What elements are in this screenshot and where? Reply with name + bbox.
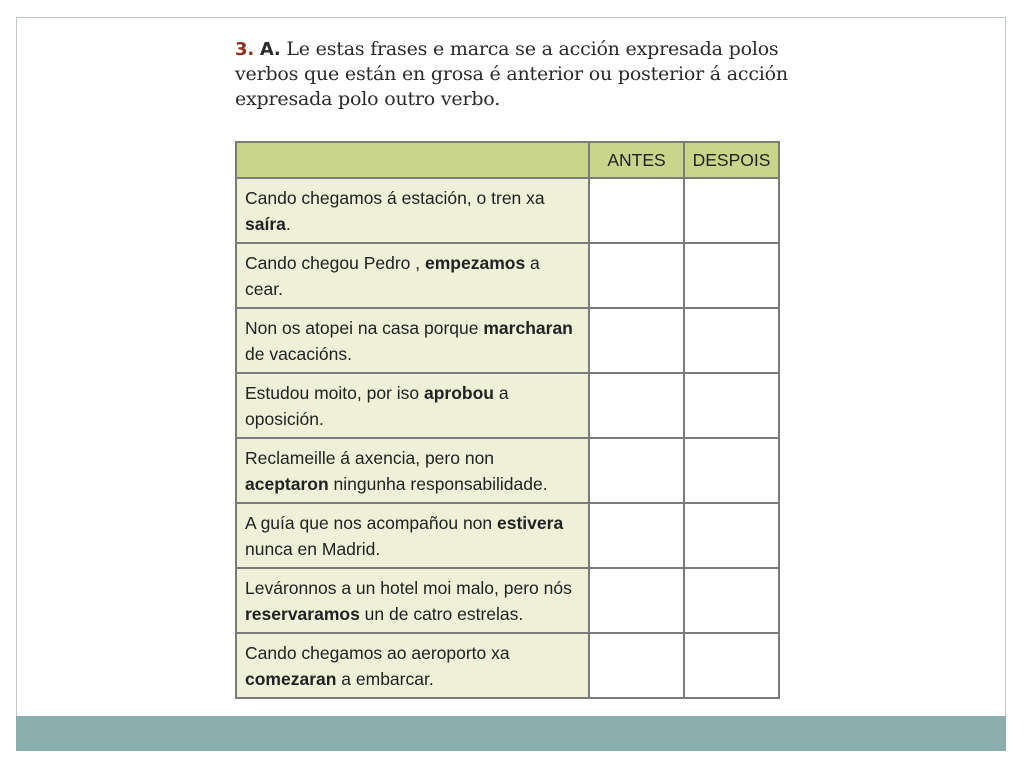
header-despois: DESPOIS [684, 142, 779, 178]
exercise-instructions [235, 37, 795, 112]
table-row [236, 308, 779, 373]
antes-checkbox-cell[interactable] [589, 438, 684, 503]
highlighted-verb: aprobou [423, 382, 494, 403]
header-antes: ANTES [589, 142, 684, 178]
table-row [236, 633, 779, 698]
despois-checkbox-cell[interactable] [684, 373, 779, 438]
despois-checkbox-cell[interactable] [684, 503, 779, 568]
despois-checkbox-cell[interactable] [684, 308, 779, 373]
exercise-number: 3. [235, 39, 254, 60]
sentence-cell: Cando chegou Pedro , empezamos a cear. [236, 243, 589, 308]
sentence-cell: Leváronnos a un hotel moi malo, pero nós reservaramos un de catro estrelas. [236, 568, 589, 633]
sentence-cell: Estudou moito, por iso aprobou a oposición. [236, 373, 589, 438]
sentence-cell: Non os atopei na casa porque marcharan de vacacións. [236, 308, 589, 373]
despois-checkbox-cell[interactable] [684, 438, 779, 503]
header-sentence-column [236, 142, 589, 178]
antes-checkbox-cell[interactable] [589, 503, 684, 568]
table-header-row [236, 142, 779, 178]
antes-checkbox-cell[interactable] [589, 373, 684, 438]
highlighted-verb: saíra [245, 213, 286, 234]
highlighted-verb: reservaramos [245, 603, 360, 624]
antes-checkbox-cell[interactable] [589, 633, 684, 698]
despois-checkbox-cell[interactable] [684, 568, 779, 633]
footer-band [16, 716, 1006, 751]
antes-checkbox-cell[interactable] [589, 308, 684, 373]
antes-checkbox-cell[interactable] [589, 568, 684, 633]
highlighted-verb: marcharan [483, 317, 573, 338]
sentence-cell: Cando chegamos ao aeroporto xa comezaran a embarcar. [236, 633, 589, 698]
exercise-table [235, 141, 780, 699]
table-row [236, 438, 779, 503]
sentence-cell: Cando chegamos á estación, o tren xa saíra. [236, 178, 589, 243]
exercise-letter: A. [259, 39, 281, 60]
highlighted-verb: comezaran [245, 668, 337, 689]
table-row [236, 243, 779, 308]
despois-checkbox-cell[interactable] [684, 633, 779, 698]
despois-checkbox-cell[interactable] [684, 178, 779, 243]
antes-checkbox-cell[interactable] [589, 243, 684, 308]
table-row [236, 503, 779, 568]
highlighted-verb: estivera [497, 512, 564, 533]
table-row [236, 568, 779, 633]
sentence-cell: A guía que nos acompañou non estivera nunca en Madrid. [236, 503, 589, 568]
instructions-text: Le estas frases e marca se a acción expresada polos verbos que están en grosa é anterior ou posterior á acción expresada polo outro verbo. [235, 38, 788, 110]
highlighted-verb: empezamos [425, 252, 526, 273]
table-row [236, 373, 779, 438]
highlighted-verb: aceptaron [245, 473, 329, 494]
table-row [236, 178, 779, 243]
antes-checkbox-cell[interactable] [589, 178, 684, 243]
despois-checkbox-cell[interactable] [684, 243, 779, 308]
sentence-cell: Reclameille á axencia, pero non aceptaron ningunha responsabilidade. [236, 438, 589, 503]
